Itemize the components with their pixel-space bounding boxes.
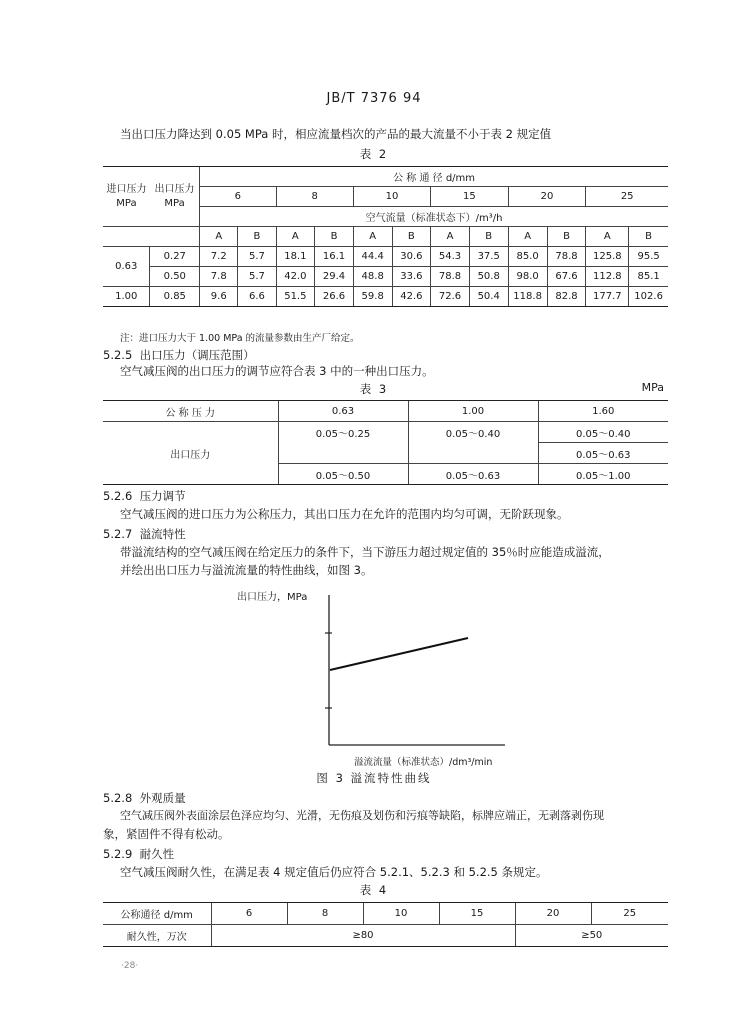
figure3-curve [330,638,468,670]
table2-head-inlet: 进口压力 [106,183,147,195]
table2-ab: A [586,227,629,247]
page-header: JB/T 7376 94 [326,91,422,106]
intro-table2: 当出口压力降达到 0.05 MPa 时，相应流量档次的产品的最大流量不小于表 2 规定值 [120,127,552,141]
table2-diameter: 20 [508,187,586,207]
table2-cell: 118.8 [508,287,547,307]
table3-head-value: 0.63 [278,401,408,422]
table2-cell: 7.8 [200,267,238,287]
table3-cell: 0.05～0.40 [408,422,538,443]
table4 [103,902,668,947]
table3-cell [408,443,538,464]
table2-cell: 9.6 [200,287,238,307]
table2-cell: 42.6 [392,287,431,307]
section-number: 5.2.8 [103,791,133,805]
page-footer: ·28· [121,961,139,971]
section-5-2-7 [103,526,186,542]
table3-cell: 0.05～1.00 [538,464,668,485]
table2-cell: 33.6 [392,267,431,287]
table3-head-value: 1.60 [538,401,668,422]
table2-cell: 102.6 [629,287,668,307]
table3-cell: 0.05～0.25 [278,422,408,443]
figure3-ylabel: 出口压力，MPa [237,592,308,603]
table-row [103,903,668,925]
table2-cell: 177.7 [586,287,629,307]
figure3-plot [320,590,510,750]
section-title: 压力调节 [139,489,186,503]
table2-cell: 78.8 [547,247,586,267]
section-number: 5.2.9 [103,847,133,861]
table4-value: ≥80 [211,925,515,947]
section-title: 耐久性 [139,847,175,861]
table2-cell: 5.7 [238,247,276,267]
table4-diameter: 8 [287,903,363,925]
table4-row2-label: 耐久性，万次 [103,925,211,947]
section-5-2-8 [103,790,186,806]
table2-outlet-cell: 0.85 [150,287,200,307]
section-5-2-9-text: 空气减压阀耐久性，在满足表 4 规定值后仍应符合 5.2.1、5.2.3 和 5.2.5 条规定。 [120,865,548,879]
table4-diameter: 10 [363,903,439,925]
table2-ab: A [508,227,547,247]
table2-ab: A [200,227,238,247]
table3-row-label: 出口压力 [103,422,278,485]
table2-cell: 59.8 [353,287,392,307]
figure3-xlabel: 溢流流量（标准状态）/dm³/min [354,757,493,768]
table2-head-nominal: 公 称 通 径 d/mm [200,167,668,187]
table2-inlet-cell: 1.00 [103,287,150,307]
table3-cell: 0.05～0.50 [278,464,408,485]
table4-row1-label: 公称通径 d/mm [103,903,211,925]
table4-caption: 表 4 [359,883,389,897]
table2-inlet-cell: 0.63 [103,247,150,287]
table2-cell: 7.2 [200,247,238,267]
table2-ab: B [315,227,354,247]
table2-cell: 72.6 [431,287,470,307]
table2-head-outlet: 出口压力 [154,183,195,195]
table2-cell: 26.6 [315,287,354,307]
section-5-2-6-text: 空气减压阀的进口压力为公称压力，其出口压力在允许的范围内均匀可调，无阶跃现象。 [120,507,569,521]
table2-outlet-cell: 0.27 [150,247,200,267]
table4-diameter: 15 [439,903,515,925]
section-5-2-8-text2: 象，紧固件不得有松动。 [103,827,230,841]
section-5-2-5-text: 空气减压阀的出口压力的调节应符合表 3 中的一种出口压力。 [120,364,434,378]
section-5-2-5 [103,347,255,363]
table-row [103,925,668,947]
table2-cell: 44.4 [353,247,392,267]
table2-diameter: 10 [353,187,430,207]
section-5-2-7-text2: 并绘出出口压力与溢流流量的特性曲线，如图 3。 [120,563,373,577]
table2-cell: 50.8 [469,267,508,287]
table3-cell [278,443,408,464]
table3-cell: 0.05～0.63 [408,464,538,485]
table-row [103,287,668,307]
table2-cell: 48.8 [353,267,392,287]
table2-cell: 82.8 [547,287,586,307]
table2-ab: A [276,227,315,247]
table2-cell: 29.4 [315,267,354,287]
table3 [103,400,668,485]
table3-cell: 0.05～0.63 [538,443,668,464]
figure3-caption: 图 3 溢流特性曲线 [316,771,432,785]
section-5-2-6 [103,488,186,504]
table2-unit-outlet: MPa [164,197,185,209]
table3-head-value: 1.00 [408,401,538,422]
table4-diameter: 6 [211,903,287,925]
table3-cell: 0.05～0.40 [538,422,668,443]
table2-cell: 37.5 [469,247,508,267]
section-5-2-7-text1: 带溢流结构的空气减压阀在给定压力的条件下，当下游压力超过规定值的 35％时应能造成溢流， [120,545,610,559]
table2-ab: A [353,227,392,247]
table2-diameter: 6 [200,187,276,207]
table-row [103,267,668,287]
table2-cell: 42.0 [276,267,315,287]
table2-ab: B [547,227,586,247]
section-title: 溢流特性 [139,527,186,541]
table2-cell: 78.8 [431,267,470,287]
table3-unit: MPa [641,381,664,394]
section-title: 出口压力（调压范围） [139,348,255,362]
table2-cell: 95.5 [629,247,668,267]
section-number: 5.2.7 [103,527,133,541]
table2-cell: 85.0 [508,247,547,267]
table2-cell: 125.8 [586,247,629,267]
section-number: 5.2.6 [103,489,133,503]
table2-cell: 67.6 [547,267,586,287]
table4-diameter: 25 [591,903,668,925]
table-row [103,247,668,267]
table2-cell: 6.6 [238,287,276,307]
table2-diameter: 15 [431,187,508,207]
section-number: 5.2.5 [103,348,133,362]
table2-ab: B [238,227,276,247]
table2-unit-inlet: MPa [116,197,137,209]
table2-outlet-cell: 0.50 [150,267,200,287]
table2-cell: 18.1 [276,247,315,267]
table2-cell: 51.5 [276,287,315,307]
table3-head-label: 公 称 压 力 [103,401,278,422]
table2-ab: B [469,227,508,247]
table2-diameter: 8 [276,187,353,207]
table2-ab: B [629,227,668,247]
table2-cell: 50.4 [469,287,508,307]
section-5-2-8-text1: 空气减压阀外表面涂层色泽应均匀、光滑，无伤痕及划伤和污痕等缺陷，标牌应端正，无剥落剥伤现 [120,809,604,822]
table2-ab: B [392,227,431,247]
table2-note: 注：进口压力大于 1.00 MPa 的流量参数由生产厂给定。 [120,333,360,344]
table2-diameter: 25 [586,187,668,207]
table2 [103,166,668,307]
table2-cell: 5.7 [238,267,276,287]
table3-caption: 表 3 [359,382,389,396]
section-title: 外观质量 [139,791,186,805]
table2-cell: 54.3 [431,247,470,267]
table2-caption: 表 2 [359,147,389,161]
table4-value: ≥50 [515,925,668,947]
table2-cell: 30.6 [392,247,431,267]
table2-cell: 98.0 [508,267,547,287]
table-row [103,422,668,443]
table4-diameter: 20 [515,903,591,925]
table2-cell: 85.1 [629,267,668,287]
table2-flow-label: 空气流量（标准状态下）/m³/h [200,207,668,227]
table2-cell: 16.1 [315,247,354,267]
table2-ab: A [431,227,470,247]
table2-cell: 112.8 [586,267,629,287]
section-5-2-9 [103,846,174,862]
